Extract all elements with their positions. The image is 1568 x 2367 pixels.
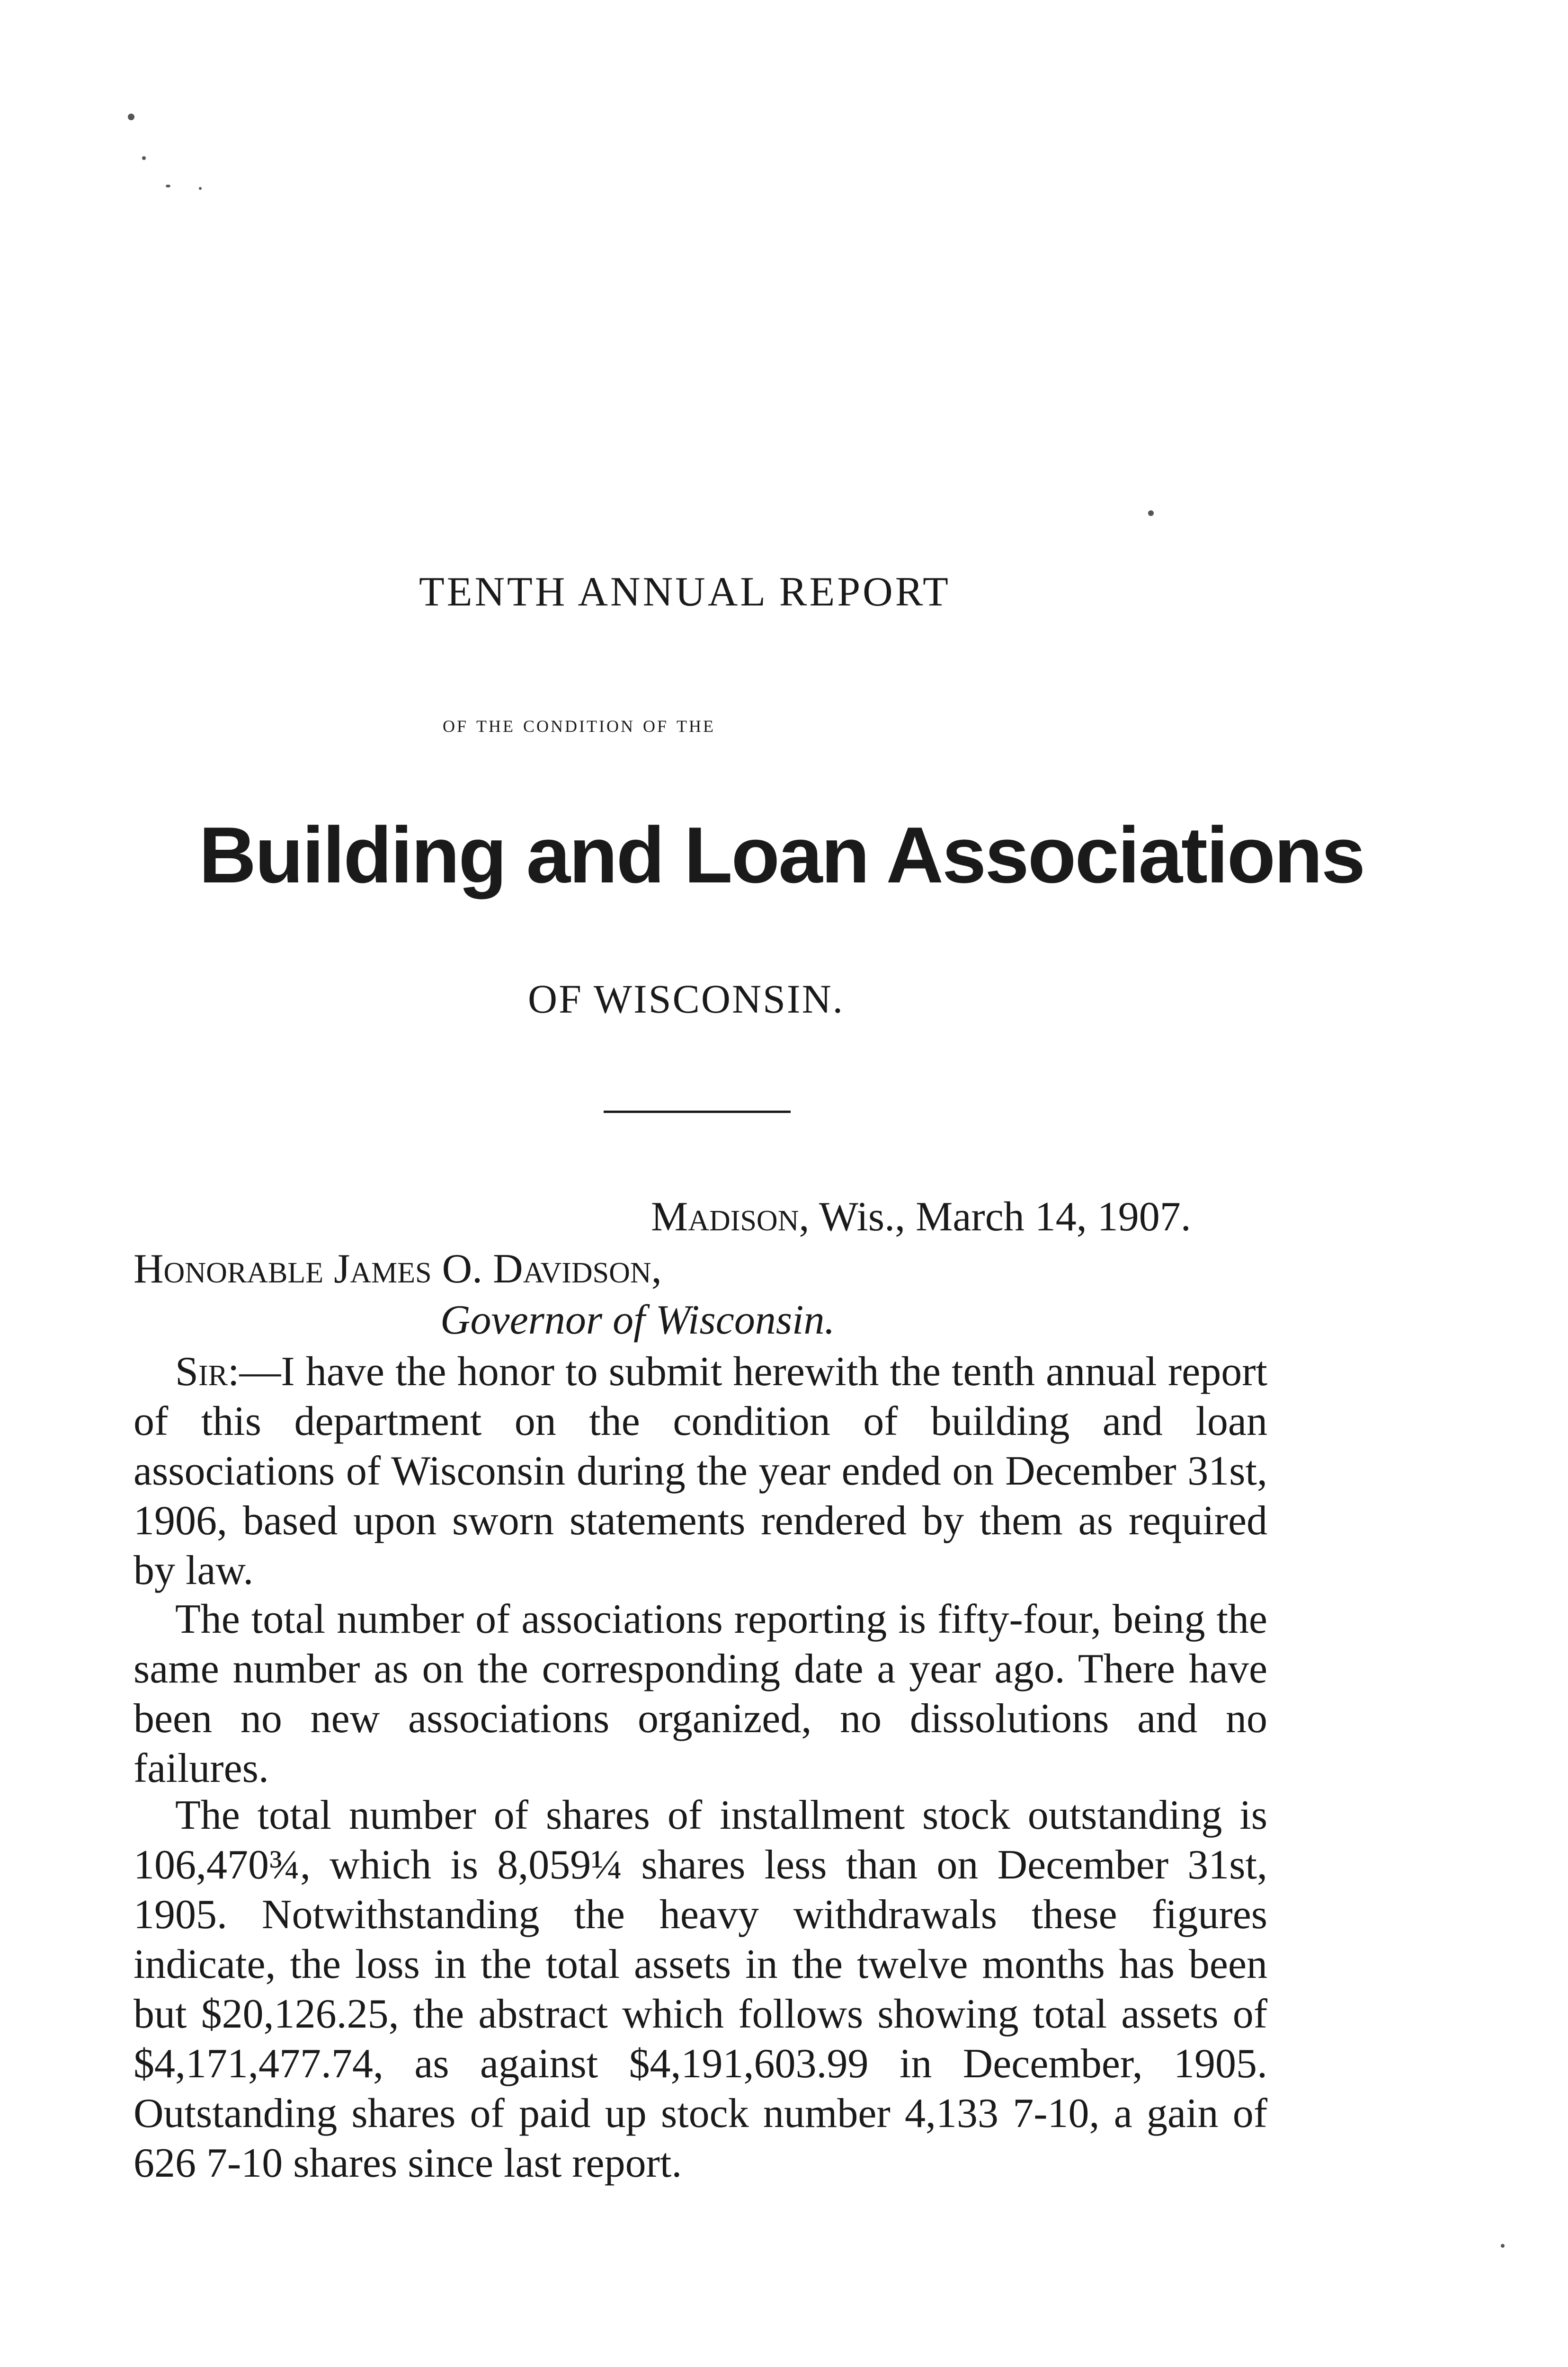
report-title: TENTH ANNUAL REPORT — [419, 569, 951, 615]
dateline — [651, 1193, 1191, 1241]
paragraph-1-text: :—I have the honor to submit herewith the tenth annual report of this department on the condition of building and loan associations of Wisconsin during the year ended on December 31st, 1906, based upon sworn statements rendered by them as required by law. — [134, 1349, 1267, 1593]
scan-speck — [166, 185, 170, 187]
addressee: Honorable James O. Davidson, — [134, 1246, 662, 1292]
divider-rule — [604, 1111, 791, 1113]
report-subtitle: of the condition of the — [443, 711, 715, 738]
scan-speck — [142, 156, 146, 160]
addressee-title: Governor of Wisconsin. — [440, 1297, 835, 1343]
scan-speck — [128, 114, 134, 120]
paragraph-2: The total number of associations reporting is fifty-four, being the same number as on the corresponding date a year ago. There have been no new associations organized, no dissolutions and no failures. — [134, 1596, 1267, 1791]
main-title: Building and Loan Associations — [199, 810, 1364, 899]
dateline-date: , Wis., March 14, 1907. — [799, 1194, 1191, 1240]
scan-speck — [1501, 2244, 1505, 2248]
scan-speck — [199, 187, 202, 190]
dateline-place: Madison — [651, 1194, 799, 1240]
paragraph-3: The total number of shares of installment stock outstanding is 106,470¾, which is 8,059¼ shares less than on December 31st, 1905. Notwithstanding the heavy withdrawals these figures indicate, the loss in the total assets in the twelve months has been but $20,126.25, the abstract which follows showing total assets of $4,171,477.74, as against $4,191,603.99 in December, 1905. Outstanding shares of paid up stock number 4,133 7-10, a gain of 626 7-10 shares since last report. — [134, 1792, 1267, 2186]
salutation: Sir — [175, 1349, 228, 1395]
state-line: OF WISCONSIN. — [528, 976, 845, 1022]
scan-speck — [1148, 510, 1154, 516]
paragraph-1 — [134, 1347, 1267, 1595]
